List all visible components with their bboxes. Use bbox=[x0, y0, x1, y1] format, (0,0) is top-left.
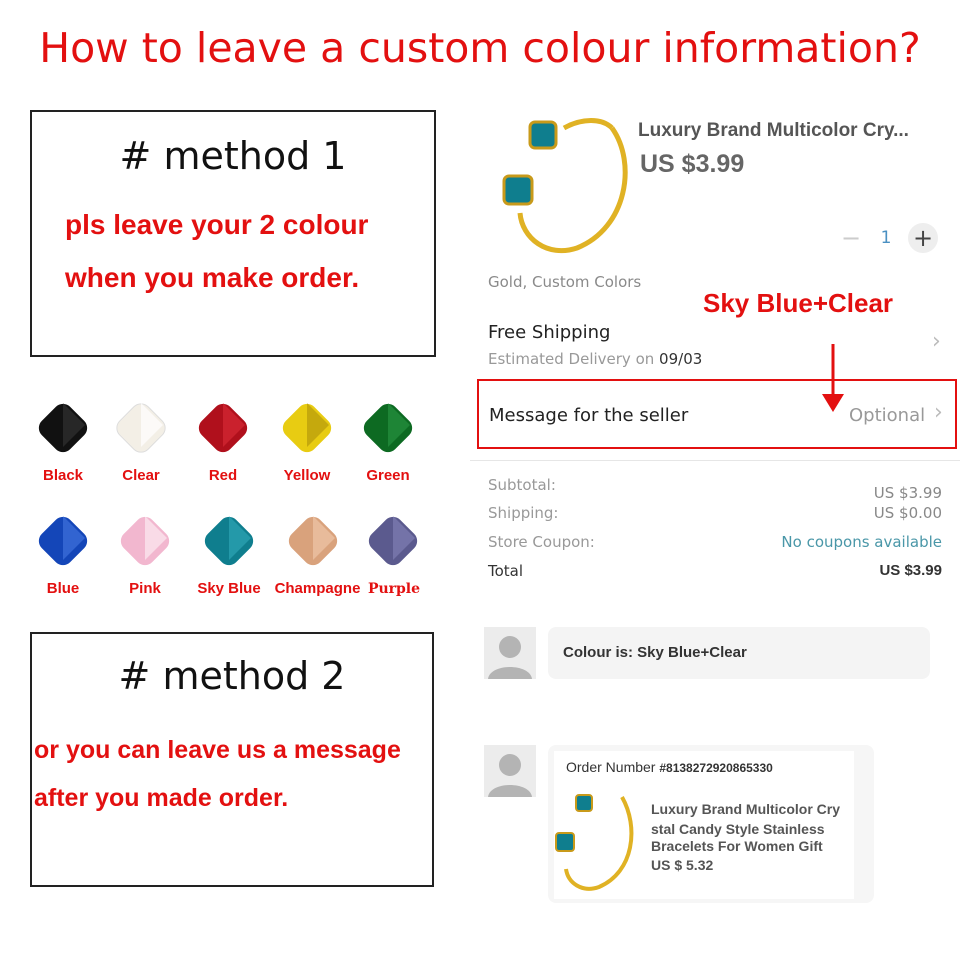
order-number-value: #8138272920865330 bbox=[659, 761, 773, 775]
chat-section bbox=[470, 615, 960, 915]
quantity-stepper bbox=[832, 220, 947, 256]
summary-coupon-label: Store Coupon: bbox=[488, 533, 595, 551]
swatch-green bbox=[355, 395, 421, 461]
method2-line2: after you made order. bbox=[34, 784, 289, 812]
order-item-title-1: Luxury Brand Multicolor Cry bbox=[651, 801, 841, 817]
swatch-label: Purple bbox=[367, 581, 421, 597]
divider bbox=[470, 460, 960, 461]
swatch-clear bbox=[108, 395, 174, 461]
order-item-price: US $ 5.32 bbox=[651, 857, 714, 873]
product-name[interactable]: Luxury Brand Multicolor Cry... bbox=[638, 120, 909, 141]
method1-line2: when you make order. bbox=[65, 262, 360, 293]
order-item-title-2: stal Candy Style Stainless bbox=[651, 821, 825, 837]
swatch-label: Yellow bbox=[283, 467, 331, 484]
swatch-champagne bbox=[280, 508, 346, 574]
user-avatar-icon bbox=[484, 745, 536, 797]
swatch-label: Black bbox=[42, 467, 84, 484]
swatch-sky-blue bbox=[196, 508, 262, 574]
swatch-label: Champagne bbox=[274, 580, 361, 597]
order-card[interactable] bbox=[548, 745, 874, 903]
summary-shipping-label: Shipping: bbox=[488, 504, 559, 522]
order-summary-screenshot bbox=[470, 100, 960, 600]
chat-message-bubble bbox=[548, 627, 930, 679]
swatch-blue bbox=[30, 508, 96, 574]
summary-total-label: Total bbox=[488, 562, 524, 580]
swatch-label: Green bbox=[366, 467, 410, 484]
color-swatch-grid bbox=[0, 385, 460, 610]
variant-label: Gold, Custom Colors bbox=[488, 273, 642, 291]
message-for-seller-row[interactable] bbox=[477, 379, 957, 449]
plus-button[interactable]: + bbox=[908, 223, 938, 253]
chat-message-text: Colour is: Sky Blue+Clear bbox=[563, 644, 747, 661]
message-label: Message for the seller bbox=[489, 405, 689, 426]
summary-shipping-value: US $0.00 bbox=[873, 504, 942, 522]
shipping-estimate bbox=[488, 350, 702, 368]
method1-box bbox=[30, 110, 436, 357]
order-number-label: Order Number bbox=[566, 759, 656, 775]
order-card-body bbox=[554, 783, 854, 899]
swatch-label: Blue bbox=[46, 580, 80, 597]
chevron-right-icon: › bbox=[932, 329, 941, 354]
shipping-title: Free Shipping bbox=[488, 322, 611, 343]
quantity-value[interactable]: 1 bbox=[880, 228, 892, 248]
message-hint: Optional bbox=[849, 405, 926, 426]
bracelet-image bbox=[492, 108, 642, 258]
swatch-label: Clear bbox=[122, 467, 160, 484]
estimate-date: 09/03 bbox=[659, 350, 703, 368]
user-avatar-icon bbox=[484, 627, 536, 679]
method2-box bbox=[30, 632, 434, 887]
swatch-label: Pink bbox=[129, 580, 161, 597]
color-annotation: Sky Blue+Clear bbox=[703, 288, 894, 318]
swatch-label: Sky Blue bbox=[197, 580, 261, 597]
summary-subtotal-label: Subtotal: bbox=[488, 476, 556, 494]
swatch-purple bbox=[360, 508, 426, 574]
swatch-red bbox=[190, 395, 256, 461]
method2-heading: # method 2 bbox=[118, 654, 346, 698]
method1-heading: # method 1 bbox=[119, 134, 347, 178]
bracelet-thumbnail bbox=[554, 787, 644, 895]
product-price: US $3.99 bbox=[640, 150, 745, 178]
order-card-inner bbox=[554, 751, 854, 783]
chevron-right-icon: › bbox=[934, 400, 943, 425]
summary-subtotal-value: US $3.99 bbox=[873, 484, 942, 502]
swatch-yellow bbox=[274, 395, 340, 461]
order-item-title-3: Bracelets For Women Gift bbox=[651, 838, 823, 854]
shipping-row[interactable] bbox=[470, 315, 960, 375]
summary-total-value: US $3.99 bbox=[879, 562, 942, 579]
swatch-label: Red bbox=[208, 467, 238, 484]
page-title: How to leave a custom colour information? bbox=[39, 24, 921, 72]
swatch-pink bbox=[112, 508, 178, 574]
summary-coupon-value[interactable]: No coupons available bbox=[781, 533, 942, 551]
swatch-black bbox=[30, 395, 96, 461]
order-number bbox=[566, 759, 773, 775]
method1-line1: pls leave your 2 colour bbox=[65, 209, 369, 240]
method2-line1: or you can leave us a message bbox=[34, 736, 401, 764]
estimate-label: Estimated Delivery on bbox=[488, 350, 655, 368]
minus-button[interactable]: − bbox=[840, 224, 862, 252]
